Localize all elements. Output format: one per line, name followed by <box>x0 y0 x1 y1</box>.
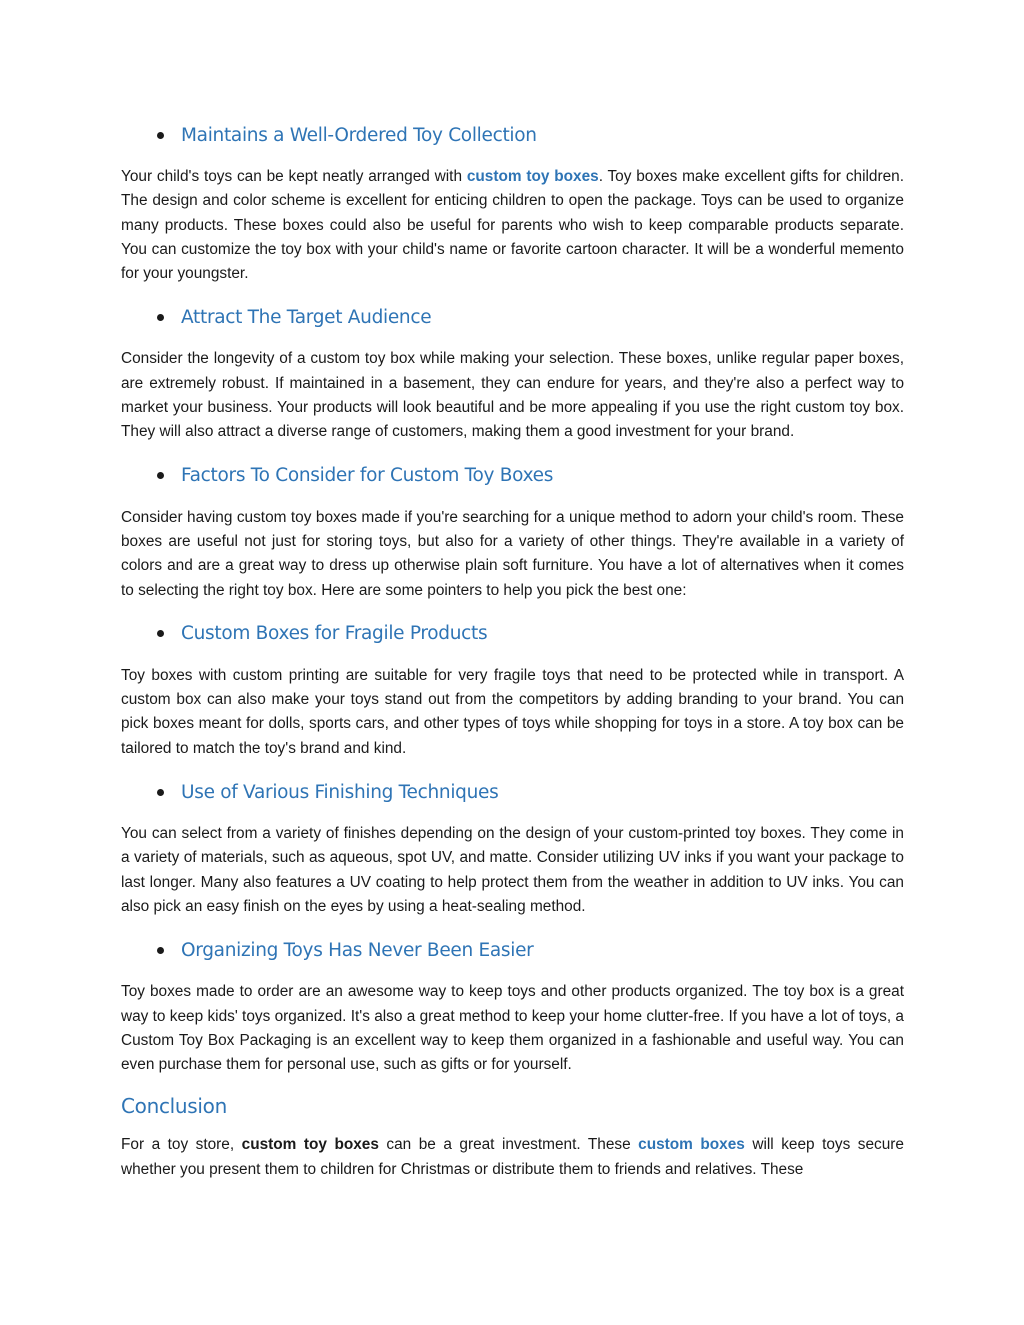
bullet-icon <box>157 472 164 479</box>
paragraph-text: . Toy boxes make excellent gifts for children. The design and color scheme is excellent for enticing children to open the package. Toys can be used to organize many products. These boxes could also be useful for parents who wish to keep comparable products separate. You can customize the toy box with your child's name or favorite cartoon character. It will be a wonderful memento for your youngster. <box>121 168 904 283</box>
section-paragraph: Toy boxes with custom printing are suitable for very fragile toys that need to be protected while in transport. A custom box can also make your toys stand out from the competitors by adding branding to your brand. You can pick boxes meant for dolls, sports cars, and other types of toys while shopping for toys in a store. A toy box can be tailored to match the toy's brand and kind. <box>121 666 904 757</box>
heading-text: Organizing Toys Has Never Been Easier <box>181 939 534 961</box>
custom-toy-boxes-link[interactable]: custom toy boxes <box>466 168 599 185</box>
section-heading <box>121 617 904 651</box>
bullet-icon <box>157 630 164 637</box>
section-paragraph: You can select from a variety of finishes depending on the design of your custom-printed toy boxes. They come in a variety of materials, such as aqueous, spot UV, and matte. Consider utilizing UV inks if you want your package to last longer. Many also features a UV coating to help protect them from the weather in addition to UV inks. You can also pick an easy finish on the eyes by using a heat-sealing method. <box>121 825 904 915</box>
bullet-icon <box>157 947 164 954</box>
section-paragraph: Consider the longevity of a custom toy box while making your selection. These boxes, unlike regular paper boxes, are extremely robust. If maintained in a basement, they can endure for years, and they're also a perfect way to market your business. Your products will look beautiful and be more appealing if you use the right custom toy box. They will also attract a diverse range of customers, making them a good investment for your brand. <box>121 350 904 441</box>
section-paragraph: Consider having custom toy boxes made if you're searching for a unique method to adorn your child's room. These boxes are useful not just for storing toys, but also for a variety of other things. They're available in a variety of colors and are a great way to dress up otherwise plain soft furniture. You have a lot of alternatives when it comes to selecting the right toy box. Here are some pointers to help you pick the best one: <box>121 508 904 599</box>
section-paragraph <box>121 165 904 286</box>
paragraph-text: will keep toys secure whether you present them to children for Christmas or distribute them to friends and relatives. These <box>121 1136 904 1178</box>
section-heading <box>121 775 904 809</box>
bold-text: custom toy boxes <box>241 1136 379 1154</box>
heading-text: Factors To Consider for Custom Toy Boxes <box>181 465 554 487</box>
conclusion-paragraph <box>121 1133 904 1182</box>
section-paragraph: Toy boxes made to order are an awesome way to keep toys and other products organized. The toy box is a great way to keep kids' toys organized. It's also a great method to keep your home clutter-free. If you have a lot of toys, a Custom Toy Box Packaging is an excellent way to keep them organized in a fashionable and useful way. You can even purchase them for personal use, such as gifts or for yourself. <box>121 983 904 1074</box>
section-heading <box>121 933 904 967</box>
heading-text: Use of Various Finishing Techniques <box>181 781 499 803</box>
bullet-icon <box>157 789 164 796</box>
paragraph-text: can be a great investment. These <box>378 1136 639 1154</box>
section-heading <box>121 459 904 493</box>
document-page <box>121 118 904 1196</box>
paragraph-text: Your child's toys can be kept neatly arranged with <box>121 168 467 185</box>
section-heading <box>121 118 904 152</box>
paragraph-text: For a toy store, <box>121 1136 242 1154</box>
custom-boxes-link[interactable]: custom boxes <box>638 1136 745 1154</box>
bullet-icon <box>157 132 164 139</box>
section-heading <box>121 300 904 334</box>
heading-text: Maintains a Well-Ordered Toy Collection <box>181 124 537 146</box>
heading-text: Custom Boxes for Fragile Products <box>181 623 488 645</box>
conclusion-heading: Conclusion <box>121 1094 227 1119</box>
bullet-icon <box>157 314 164 321</box>
heading-text: Attract The Target Audience <box>181 306 432 328</box>
